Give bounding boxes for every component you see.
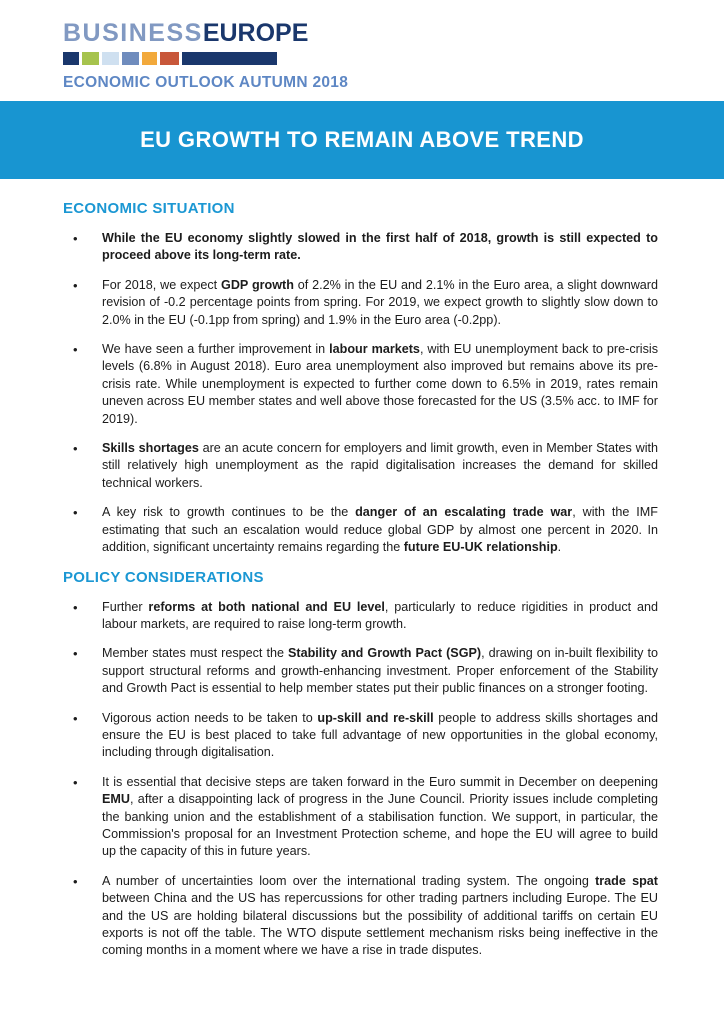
bullet-text: people to address skills shortages and ensure the EU is best placed to take full advantage of new opportunities in the global economy, including through digitalisation. <box>102 710 658 760</box>
bullet-item <box>63 645 658 697</box>
title-banner <box>0 101 724 179</box>
bullet-list <box>63 230 658 557</box>
logo-bar-segment <box>122 52 139 65</box>
bullet-text: For 2018, we expect <box>102 277 222 292</box>
logo-wordmark-europe: EUROPE <box>202 19 309 47</box>
bullet-text: , with the IMF estimating that such an escalation would reduce global GDP by almost one percent in 2020. In addition, significant uncertainty remains regarding the <box>102 505 658 555</box>
logo-bar-segment <box>102 52 119 65</box>
bullet-text: are an acute concern for employers and limit growth, even in Member States with still relatively high unemployment as the rapid digitalisation increases the demand for skilled technical workers. <box>102 441 659 490</box>
bullet-text-bold: Skills shortages <box>102 441 199 456</box>
page-title: EU GROWTH TO REMAIN ABOVE TREND <box>140 127 584 152</box>
logo-bar-segment <box>142 52 157 65</box>
bullet-text-bold: Stability and Growth Pact (SGP) <box>287 646 482 661</box>
bullet-text-bold: danger of an escalating trade war <box>355 505 573 520</box>
logo-bar-segment <box>160 52 179 65</box>
bullet-text: Vigorous action needs to be taken to <box>102 710 318 725</box>
bullet-item <box>63 440 658 492</box>
logo-wordmark <box>63 18 724 48</box>
bullet-item <box>63 341 658 428</box>
businesseurope-logo <box>63 18 724 92</box>
logo-bar-segment <box>182 52 277 65</box>
bullet-text: , drawing on in-built flexibility to support structural reforms and growth-enhancing investment. Proper enforcement of the Stability and Growth Pact is essential to help member states put their public finances on a stronger footing. <box>102 646 658 696</box>
section-heading: POLICY CONSIDERATIONS <box>63 568 264 586</box>
document-body <box>0 179 724 960</box>
bullet-text: , with EU unemployment back to pre-crisis levels (6.8% in August 2018). Euro area unemployment also improved but remains above its pre-crisis rate. While unemployment is expected to further come down to 6.5% in 2019, rates remain uneven across EU member states and well above those forecasted for the US (3.5% acc. to IMF for 2019). <box>102 342 658 426</box>
bullet-text-bold: While the EU economy slightly slowed in the first half of 2018, growth is still expected to proceed above its long-term rate. <box>102 231 658 263</box>
edition-subtitle: ECONOMIC OUTLOOK AUTUMN 2018 <box>63 74 349 91</box>
section-heading: ECONOMIC SITUATION <box>63 200 235 217</box>
bullet-item <box>63 873 658 960</box>
bullet-text: . <box>557 540 562 555</box>
bullet-item <box>63 599 658 634</box>
bullet-list <box>63 599 658 960</box>
bullet-text: of 2.2% in the EU and 2.1% in the Euro area, a slight downward revision of -0.2 percentage points from spring. For 2019, we expect growth to slightly slow down to 2.0% in the EU (-0.1pp from spring) and 1.9% in the Euro area (-0.2pp). <box>102 277 659 327</box>
bullet-item <box>63 277 658 329</box>
bullet-text: We have seen a further improvement in <box>102 342 330 357</box>
bullet-text-bold: reforms at both national and EU level <box>148 599 385 614</box>
bullet-text: , after a disappointing lack of progress in the June Council. Priority issues include completing the banking union and the establishment of a stabilisation function. We support, in particular, the Commission's proposal for an Investment Protection scheme, and hope the EU will agree to build up the capacity of this in future years. <box>102 792 658 859</box>
bullet-item <box>63 710 658 762</box>
logo-bar-segment <box>63 52 79 65</box>
bullet-text-bold: trade spat <box>595 873 658 888</box>
bullet-text-bold: up-skill and re-skill <box>317 710 434 725</box>
bullet-text-bold: EMU <box>102 792 130 807</box>
bullet-text: It is essential that decisive steps are taken forward in the Euro summit in December on deepening <box>102 774 658 789</box>
logo-color-bar <box>63 52 277 65</box>
bullet-text: between China and the US has repercussions for other trading partners including Europe. The EU and the US are holding bilateral discussions but the possibility of additional tariffs on certain EU exports is not off the table. The WTO dispute settlement mechanism risks being ineffective in the coming months in a moment where we have a rise in trade disputes. <box>102 891 658 958</box>
logo-wordmark-business: BUSINESS <box>63 19 203 47</box>
bullet-text: , particularly to reduce rigidities in product and labour markets, are required to raise long-term growth. <box>102 599 659 631</box>
bullet-text: Further <box>102 599 149 614</box>
bullet-text-bold: labour markets <box>329 342 420 357</box>
logo-bar-segment <box>82 52 99 65</box>
bullet-text-bold: future EU-UK relationship <box>403 540 558 555</box>
bullet-text: A key risk to growth continues to be the <box>102 505 356 520</box>
bullet-text: Member states must respect the <box>102 646 288 661</box>
bullet-text: A number of uncertainties loom over the international trading system. The ongoing <box>102 873 596 888</box>
document-header <box>0 0 724 92</box>
bullet-item <box>63 230 658 265</box>
bullet-item <box>63 774 658 861</box>
bullet-item <box>63 504 658 556</box>
bullet-text-bold: GDP growth <box>221 277 294 292</box>
